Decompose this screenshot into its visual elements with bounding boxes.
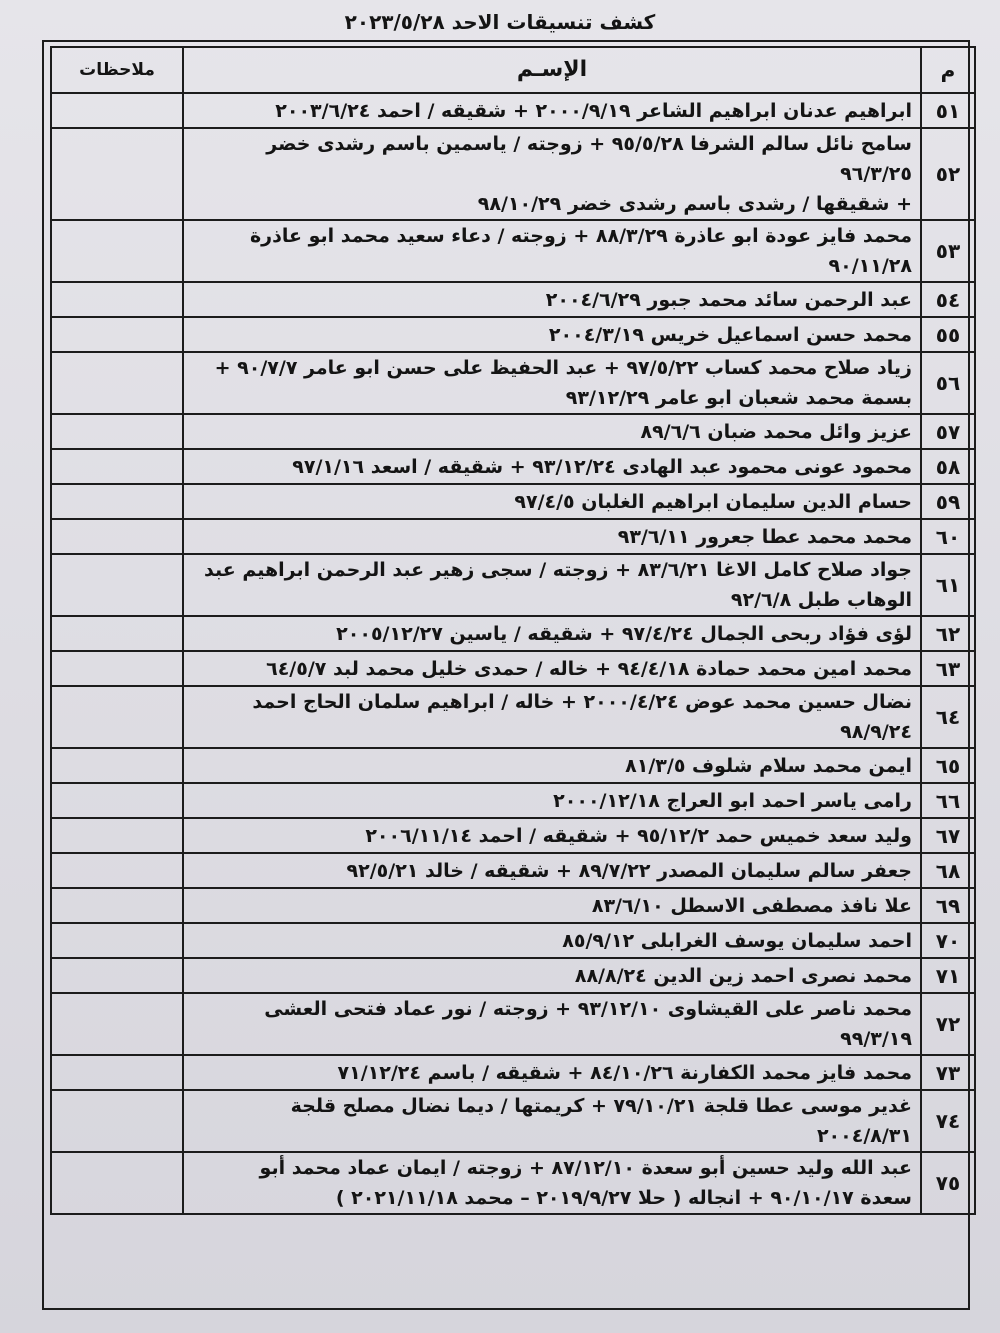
- row-name-line: عبد الرحمن سائد محمد جبور ٢٠٠٤/٦/٢٩: [545, 288, 912, 311]
- table-row: [51, 748, 975, 783]
- row-notes: [51, 220, 183, 282]
- row-name-line: محمود عونى محمود عبد الهادى ٩٣/١٢/٢٤ + شقيقه / اسعد ٩٧/١/١٦: [292, 455, 912, 478]
- row-name-line: محمد امين محمد حمادة ٩٤/٤/١٨ + خاله / حمدى خليل محمد لبد ٦٤/٥/٧: [266, 657, 912, 680]
- row-name-line: سامح نائل سالم الشرفا ٩٥/٥/٢٨ + زوجته / ياسمين باسم رشدى خضر ٩٦/٣/٢٥: [266, 133, 912, 185]
- row-name-cell: [183, 414, 921, 449]
- row-name-line: ايمن محمد سلام شلوف ٨١/٣/٥: [625, 754, 912, 777]
- table-row: [51, 616, 975, 651]
- table-body: [51, 93, 975, 1214]
- row-name-cell: [183, 449, 921, 484]
- table-row: [51, 317, 975, 352]
- row-number: ٧٤: [921, 1090, 975, 1152]
- row-name-line: حسام الدين سليمان ابراهيم الغلبان ٩٧/٤/٥: [514, 490, 912, 513]
- row-number: ٦٤: [921, 686, 975, 748]
- row-name-line: ٩٨/٩/٢٤: [840, 721, 912, 743]
- row-notes: [51, 888, 183, 923]
- row-name-line: عزيز وائل محمد ضبان ٨٩/٦/٦: [640, 420, 912, 443]
- table-row: [51, 818, 975, 853]
- row-number: ٦٧: [921, 818, 975, 853]
- table-row: [51, 958, 975, 993]
- row-name-cell: [183, 519, 921, 554]
- row-notes: [51, 853, 183, 888]
- row-name-cell: [183, 818, 921, 853]
- row-name-line: غدير موسى عطا قلجة ٧٩/١٠/٢١ + كريمتها / ديما نضال مصلح قلجة: [290, 1095, 912, 1117]
- row-name-line: احمد سليمان يوسف الغرابلى ٨٥/٩/١٢: [562, 929, 912, 952]
- row-name-cell: [183, 686, 921, 748]
- row-name-cell: [183, 554, 921, 616]
- row-name-line: جواد صلاح كامل الاغا ٨٣/٦/٢١ + زوجته / سجى زهير عبد الرحمن ابراهيم عبد: [204, 559, 912, 581]
- row-name-line: ٢٠٠٤/٨/٣١: [816, 1125, 912, 1147]
- table-row: [51, 686, 975, 748]
- row-number: ٥٦: [921, 352, 975, 414]
- row-number: ٧٠: [921, 923, 975, 958]
- row-number: ٦٦: [921, 783, 975, 818]
- row-name-cell: [183, 923, 921, 958]
- table-row: [51, 853, 975, 888]
- table-header-row: [51, 47, 975, 93]
- page-title: كشف تنسيقات الاحد ٢٠٢٣/٥/٢٨: [344, 10, 656, 34]
- row-number: ٦١: [921, 554, 975, 616]
- table-row: [51, 282, 975, 317]
- row-name-line: ٩٩/٣/١٩: [840, 1028, 912, 1050]
- row-notes: [51, 1090, 183, 1152]
- row-notes: [51, 651, 183, 686]
- row-notes: [51, 993, 183, 1055]
- table-row: [51, 783, 975, 818]
- row-number: ٥٣: [921, 220, 975, 282]
- row-number: ٧٢: [921, 993, 975, 1055]
- row-number: ٥٤: [921, 282, 975, 317]
- row-notes: [51, 1055, 183, 1090]
- row-name-line: محمد ناصر على القيشاوى ٩٣/١٢/١٠ + زوجته / نور عماد فتحى العشى: [264, 998, 912, 1020]
- row-notes: [51, 1152, 183, 1214]
- row-name-line: محمد نصرى احمد زين الدين ٨٨/٨/٢٤: [574, 964, 912, 987]
- row-name-cell: [183, 317, 921, 352]
- table-row: [51, 93, 975, 128]
- row-notes: [51, 282, 183, 317]
- row-number: ٦٠: [921, 519, 975, 554]
- row-name-line: زياد صلاح محمد كساب ٩٧/٥/٢٢ + عبد الحفيظ على حسن ابو عامر ٩٠/٧/٧ +: [214, 357, 912, 379]
- row-notes: [51, 686, 183, 748]
- row-notes: [51, 484, 183, 519]
- table-row: [51, 414, 975, 449]
- row-name-line: نضال حسين محمد عوض ٢٠٠٠/٤/٢٤ + خاله / ابراهيم سلمان الحاج احمد: [252, 691, 912, 713]
- table-row: [51, 352, 975, 414]
- row-name-line: رامى ياسر احمد ابو العراج ٢٠٠٠/١٢/١٨: [553, 789, 912, 812]
- row-name-cell: [183, 128, 921, 220]
- row-name-cell: [183, 484, 921, 519]
- row-notes: [51, 783, 183, 818]
- row-number: ٥٢: [921, 128, 975, 220]
- row-name-cell: [183, 93, 921, 128]
- row-name-line: لؤى فؤاد ربحى الجمال ٩٧/٤/٢٤ + شقيقه / ياسين ٢٠٠٥/١٢/٢٧: [336, 622, 912, 645]
- row-name-line: بسمة محمد شعبان ابو عامر ٩٣/١٢/٢٩: [565, 387, 912, 409]
- row-notes: [51, 449, 183, 484]
- row-number: ٦٨: [921, 853, 975, 888]
- table-row: [51, 519, 975, 554]
- row-name-cell: [183, 888, 921, 923]
- row-number: ٧٥: [921, 1152, 975, 1214]
- row-number: ٦٢: [921, 616, 975, 651]
- table-row: [51, 651, 975, 686]
- table-row: [51, 484, 975, 519]
- row-name-cell: [183, 220, 921, 282]
- row-number: ٥٧: [921, 414, 975, 449]
- row-name-line: علا نافذ مصطفى الاسطل ٨٣/٦/١٠: [591, 894, 912, 917]
- header-name: الإسـم: [183, 47, 921, 93]
- header-number: م: [921, 47, 975, 93]
- table-row: [51, 888, 975, 923]
- row-notes: [51, 317, 183, 352]
- row-name-line: محمد محمد عطا جعرور ٩٣/٦/١١: [617, 525, 912, 548]
- row-name-cell: [183, 651, 921, 686]
- table-row: [51, 1152, 975, 1214]
- row-name-cell: [183, 783, 921, 818]
- row-name-cell: [183, 748, 921, 783]
- table-row: [51, 993, 975, 1055]
- table-row: [51, 449, 975, 484]
- row-name-line: سعدة ٩٠/١٠/١٧ + انجاله ( حلا ٢٠١٩/٩/٢٧ – محمد ٢٠٢١/١١/١٨ ): [335, 1187, 912, 1209]
- row-name-cell: [183, 352, 921, 414]
- names-table: [50, 46, 976, 1215]
- row-name-line: محمد حسن اسماعيل خريس ٢٠٠٤/٣/١٩: [548, 323, 912, 346]
- table-row: [51, 128, 975, 220]
- table-row: [51, 1090, 975, 1152]
- row-notes: [51, 414, 183, 449]
- row-notes: [51, 128, 183, 220]
- row-name-cell: [183, 993, 921, 1055]
- row-notes: [51, 616, 183, 651]
- table-row: [51, 554, 975, 616]
- row-notes: [51, 923, 183, 958]
- table-row: [51, 1055, 975, 1090]
- table-row: [51, 923, 975, 958]
- header-notes: ملاحظات: [51, 47, 183, 93]
- table-row: [51, 220, 975, 282]
- row-notes: [51, 748, 183, 783]
- row-number: ٦٥: [921, 748, 975, 783]
- row-name-line: ٩٠/١١/٢٨: [828, 255, 912, 277]
- row-name-cell: [183, 853, 921, 888]
- row-notes: [51, 958, 183, 993]
- row-name-line: محمد فايز محمد الكفارنة ٨٤/١٠/٢٦ + شقيقه / باسم ٧١/١٢/٢٤: [337, 1061, 912, 1084]
- row-name-line: جعفر سالم سليمان المصدر ٨٩/٧/٢٢ + شقيقه / خالد ٩٢/٥/٢١: [346, 859, 912, 882]
- row-name-cell: [183, 616, 921, 651]
- row-name-line: الوهاب طبل ٩٢/٦/٨: [730, 589, 912, 611]
- row-name-cell: [183, 1055, 921, 1090]
- row-name-cell: [183, 282, 921, 317]
- row-name-cell: [183, 958, 921, 993]
- row-name-line: محمد فايز عودة ابو عاذرة ٨٨/٣/٢٩ + زوجته / دعاء سعيد محمد ابو عاذرة: [249, 225, 912, 247]
- row-name-line: وليد سعد خميس حمد ٩٥/١٢/٢ + شقيقه / احمد ٢٠٠٦/١١/١٤: [365, 824, 912, 847]
- row-name-line: ابراهيم عدنان ابراهيم الشاعر ٢٠٠٠/٩/١٩ + شقيقه / احمد ٢٠٠٣/٦/٢٤: [275, 99, 912, 122]
- row-number: ٥١: [921, 93, 975, 128]
- row-name-line: + شقيقها / رشدى باسم رشدى خضر ٩٨/١٠/٢٩: [477, 193, 912, 215]
- row-name-line: عبد الله وليد حسين أبو سعدة ٨٧/١٢/١٠ + زوجته / ايمان عماد محمد أبو: [259, 1157, 912, 1179]
- row-number: ٧١: [921, 958, 975, 993]
- row-notes: [51, 519, 183, 554]
- row-number: ٥٩: [921, 484, 975, 519]
- row-notes: [51, 818, 183, 853]
- row-number: ٦٩: [921, 888, 975, 923]
- row-number: ٧٣: [921, 1055, 975, 1090]
- row-number: ٦٣: [921, 651, 975, 686]
- row-number: ٥٥: [921, 317, 975, 352]
- row-notes: [51, 352, 183, 414]
- row-notes: [51, 554, 183, 616]
- row-number: ٥٨: [921, 449, 975, 484]
- row-notes: [51, 93, 183, 128]
- row-name-cell: [183, 1090, 921, 1152]
- row-name-cell: [183, 1152, 921, 1214]
